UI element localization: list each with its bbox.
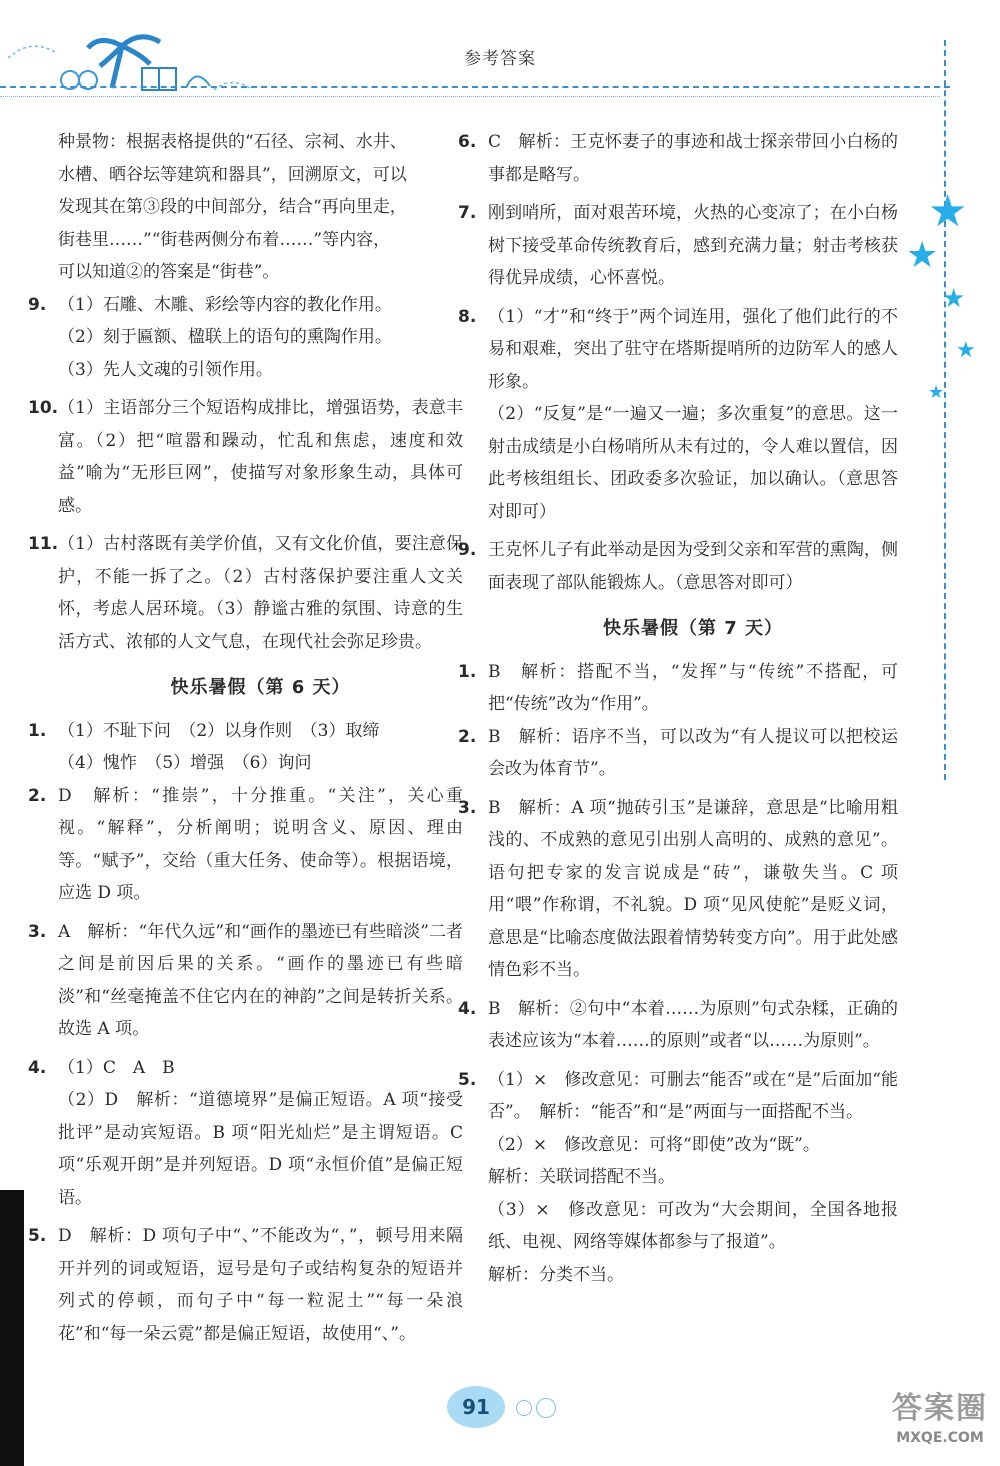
answer-text: B 解析：语序不当，可以改为“有人提议可以把校运会改为体育节”。 bbox=[488, 726, 898, 779]
watermark-url: MXQE.COM bbox=[896, 1430, 984, 1446]
answer-6-5 bbox=[28, 1220, 463, 1350]
answer-text: （3）× 修改意见：可改为“大会期间，全国各地报纸、电视、网络等媒体都参与了报道”。 bbox=[488, 1199, 898, 1252]
answer-text: （1）“才”和“终于”两个词连用，强化了他们此行的不易和艰难，突出了驻守在塔斯提哨所的边防军人的感人形象。 bbox=[488, 306, 898, 392]
answer-number: 5. bbox=[458, 1069, 477, 1090]
answer-number: 7. bbox=[458, 203, 477, 223]
star-icon: ★ bbox=[942, 284, 966, 314]
intro-line: 种景物：根据表格提供的“石径、宗祠、水井、 bbox=[58, 132, 407, 152]
answer-number: 6. bbox=[458, 132, 477, 152]
answer-number: 1. bbox=[28, 720, 47, 741]
right-column bbox=[458, 126, 898, 1291]
answer-text: 解析：分类不当。 bbox=[488, 1264, 624, 1285]
watermark-logo-text: 答案圈 bbox=[892, 1391, 988, 1426]
answer-number: 2. bbox=[28, 785, 47, 806]
answer-number: 5. bbox=[28, 1226, 47, 1246]
answer-number: 1. bbox=[458, 661, 477, 682]
star-icon: ★ bbox=[928, 382, 945, 403]
answer-text: 王克怀儿子有此举动是因为受到父亲和军营的熏陶，侧面表现了部队能锻炼人。（意思答对即可） bbox=[488, 540, 898, 593]
header-divider bbox=[0, 86, 950, 88]
answer-8 bbox=[458, 301, 898, 529]
answer-6-3 bbox=[28, 916, 463, 1046]
bubble-icon bbox=[536, 1398, 556, 1418]
answer-7 bbox=[458, 197, 898, 295]
answer-6-2 bbox=[28, 780, 463, 910]
answer-line: （4）愧怍 （5）增强 （6）询问 bbox=[58, 753, 312, 773]
page-edge-bar bbox=[0, 1190, 24, 1466]
answer-number: 11. bbox=[28, 534, 59, 554]
watermark bbox=[880, 1390, 1000, 1460]
answer-text: D 解析：D 项句子中“、”不能改为“，”，顿号用来隔开并列的词或短语，逗号是句子或结构复杂的短语并列式的停顿，而句子中“每一粒泥土”“每一朵浪花”和“每一朵云霓”都是偏正短语，故使用“、”。 bbox=[58, 1226, 463, 1344]
answer-text: C 解析：王克怀妻子的事迹和战士探亲带回小白杨的事都是略写。 bbox=[488, 132, 898, 185]
answer-line: （1）石雕、木雕、彩绘等内容的教化作用。 bbox=[58, 294, 392, 315]
answer-7-5 bbox=[458, 1064, 898, 1292]
answer-6-4 bbox=[28, 1052, 463, 1215]
star-icon: ★ bbox=[956, 338, 976, 363]
bubble-icon bbox=[516, 1400, 532, 1416]
answer-text: B 解析：②句中“本着……为原则”句式杂糅，正确的表述应该为“本着……的原则”或者“以……为原则”。 bbox=[488, 998, 898, 1051]
answer-text: 刚到哨所，面对艰苦环境，火热的心变凉了；在小白杨树下接受革命传统教育后，感到充满力量；射击考核获得优异成绩，心怀喜悦。 bbox=[488, 203, 898, 288]
intro-line: 街巷里……”“街巷两侧分布着……”等内容， bbox=[58, 229, 391, 250]
answer-6-1 bbox=[28, 715, 463, 780]
answer-9-right bbox=[458, 534, 898, 599]
answer-number: 3. bbox=[458, 797, 477, 818]
answer-7-2 bbox=[458, 721, 898, 786]
star-icon: ★ bbox=[928, 186, 968, 237]
answer-line: （3）先人文魂的引领作用。 bbox=[58, 359, 273, 380]
header-divider-dotted bbox=[0, 96, 940, 97]
page-number: 91 bbox=[447, 1386, 505, 1428]
answer-line: （1）不耻下问 （2）以身作则 （3）取缔 bbox=[58, 720, 380, 741]
star-icon: ★ bbox=[906, 235, 939, 276]
answer-text: 解析：关联词搭配不当。 bbox=[488, 1167, 675, 1187]
left-column bbox=[28, 126, 463, 1350]
answer-11 bbox=[28, 528, 463, 658]
answer-number: 8. bbox=[458, 306, 477, 327]
header-title: 参考答案 bbox=[464, 49, 536, 69]
intro-line: 水槽、晒谷坛等建筑和器具”，回溯原文，可以 bbox=[58, 164, 407, 185]
answer-text: B 解析：A 项“抛砖引玉”是谦辞，意思是“比喻用粗浅的、不成熟的意见引出别人高明的、成熟的意见”。语句把专家的发言说成是“砖”，谦敬失当。C 项用“喂”作称谓，不礼貌。D 项“见风使舵”是贬义词，意思是“比喻态度做法跟着情势转变方向”。用于此处感情色彩不当。 bbox=[488, 797, 898, 980]
answer-line: （1）C A B bbox=[58, 1057, 175, 1078]
answer-text: A 解析：“年代久远”和“画作的墨迹已有些暗淡”二者之间是前因后果的关系。“画作的墨迹已有些暗淡”和“丝毫掩盖不住它内在的神韵”之间是转折关系。故选 A 项。 bbox=[58, 921, 463, 1039]
answer-6 bbox=[458, 126, 898, 191]
answer-7-3 bbox=[458, 792, 898, 987]
answer-line: （2）刻于匾额、楹联上的语句的熏陶作用。 bbox=[58, 327, 392, 347]
margin-divider bbox=[944, 40, 946, 780]
answer-number: 4. bbox=[458, 998, 477, 1019]
answer-number: 4. bbox=[28, 1057, 47, 1078]
answer-number: 3. bbox=[28, 921, 47, 942]
section-title-day7: 快乐暑假（第 7 天） bbox=[602, 618, 784, 639]
answer-text: （1）× 修改意见：可删去“能否”或在“是”后面加“能否”。 解析：“能否”和“是”两面与一面搭配不当。 bbox=[488, 1069, 898, 1122]
answer-text: （2）× 修改意见：可将“即使”改为“既”。 bbox=[488, 1134, 820, 1155]
answer-number: 9. bbox=[28, 294, 47, 315]
intro-line: 发现其在第③段的中间部分，结合“再向里走， bbox=[58, 197, 407, 217]
section-title-day6: 快乐暑假（第 6 天） bbox=[170, 677, 351, 698]
answer-number: 9. bbox=[458, 540, 477, 560]
answer-text: （2）D 解析：“道德境界”是偏正短语。A 项“接受批评”是动宾短语。B 项“阳光灿烂”是主谓短语。C 项“乐观开朗”是并列短语。D 项“永恒价值”是偏正短语。 bbox=[58, 1090, 463, 1208]
answer-text: （1）古村落既有美学价值，又有文化价值，要注意保护，不能一拆了之。（2）古村落保护要注重人文关怀，考虑人居环境。（3）静谧古雅的氛围、诗意的生活方式、浓郁的人文气息，在现代社会弥足珍贵。 bbox=[58, 534, 463, 652]
answer-text: （2）“反复”是“一遍又一遍；多次重复”的意思。这一射击成绩是小白杨哨所从未有过的，令人难以置信，因此考核组组长、团政委多次验证，加以确认。（意思答对即可） bbox=[488, 404, 898, 522]
answer-number: 10. bbox=[28, 398, 59, 418]
intro-line: 可以知道②的答案是“街巷”。 bbox=[58, 262, 280, 282]
answer-7-4 bbox=[458, 993, 898, 1058]
answer-text: B 解析：搭配不当，“发挥”与“传统”不搭配，可把“传统”改为“作用”。 bbox=[488, 661, 898, 714]
answer-10 bbox=[28, 392, 463, 522]
answer-7-1 bbox=[458, 656, 898, 721]
answer-text: （1）主语部分三个短语构成排比，增强语势，表意丰富。（2）把“喧嚣和躁动，忙乱和焦虑，速度和效益”喻为“无形巨网”，使描写对象形象生动，具体可感。 bbox=[58, 398, 463, 516]
answer-number: 2. bbox=[458, 726, 477, 747]
answer-text: D 解析：“推崇”，十分推重。“关注”，关心重视。“解释”，分析阐明；说明含义、原因、理由等。“赋予”，交给（重大任务、使命等）。根据语境，应选 D 项。 bbox=[58, 785, 463, 903]
answer-9 bbox=[28, 289, 463, 387]
